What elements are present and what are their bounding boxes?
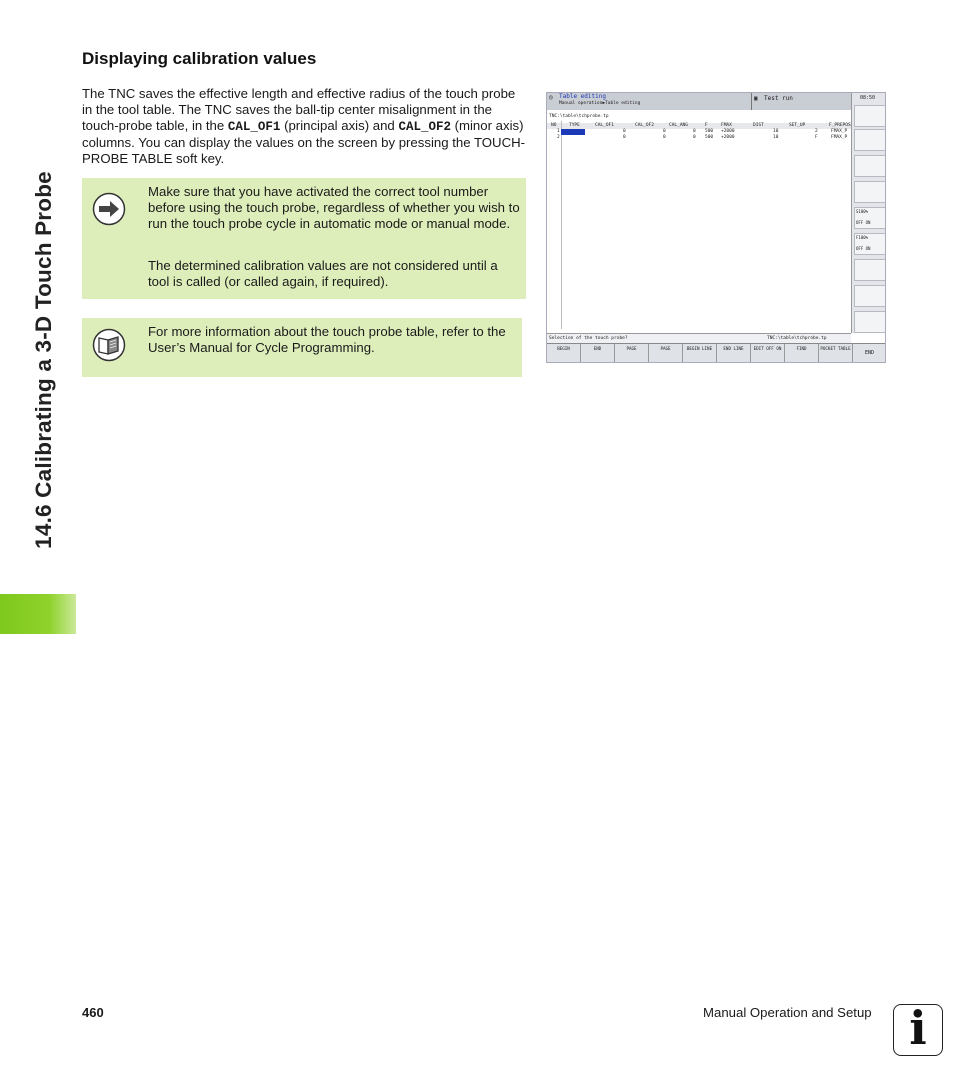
table-cell: +2000 xyxy=(721,135,735,140)
note-text-1: Make sure that you have activated the correct tool number before using the touch probe, regardless of whether you wish to run the touch probe cycle in automatic mode or manual mode. xyxy=(148,184,520,231)
code-cal-of1: CAL_OF1 xyxy=(227,120,281,134)
paragraph-text-3: (minor axis) columns. You can display the values on the screen by pressing the TOUCH-PROBE TABLE soft key. xyxy=(82,118,526,166)
tnc-screenshot xyxy=(546,92,886,363)
table-cell: 0 xyxy=(663,135,666,140)
arrow-right-icon xyxy=(92,192,126,226)
table-header-cell: NO xyxy=(551,123,557,128)
softkey-edit[interactable]: EDIT OFF ON xyxy=(751,344,785,363)
table-cell: FMAX_P xyxy=(831,135,848,140)
softkey-page-down[interactable]: PAGE xyxy=(649,344,683,363)
status-prompt: Selection of the touch probe? xyxy=(549,336,628,341)
table-cell: 1 xyxy=(557,129,560,134)
table-header-cell: F_PREPOS xyxy=(829,123,851,128)
body-paragraph xyxy=(82,86,528,167)
table-cell: 2 xyxy=(815,129,818,134)
table-cell: 2 xyxy=(557,135,560,140)
table-header-cell: DIST xyxy=(753,123,764,128)
screen-clock: 08:50 xyxy=(860,95,876,101)
softkey-begin[interactable]: BEGIN xyxy=(547,344,581,363)
info-glyph: i xyxy=(909,1001,927,1055)
paragraph-text-1: The TNC saves the effective length and effective radius of the touch probe in the tool table. The TNC saves the ball-tip center misalignment in the touch-probe table, in the xyxy=(82,86,516,133)
spindle-toggle-label: OFF ON xyxy=(856,220,871,225)
table-cell: 0 xyxy=(663,129,666,134)
table-row[interactable] xyxy=(547,135,851,141)
table-header-cell: FMAX xyxy=(721,123,732,128)
chapter-tab-marker xyxy=(0,594,76,634)
table-header-cell: CAL_ANG xyxy=(669,123,688,128)
right-softkey-4[interactable] xyxy=(854,181,886,203)
softkey-end-line[interactable]: END LINE xyxy=(717,344,751,363)
softkey-page-up[interactable]: PAGE xyxy=(615,344,649,363)
table-divider xyxy=(561,121,562,329)
info-icon xyxy=(893,1001,943,1056)
screen-right-icon: ▣ xyxy=(754,95,758,102)
note-text-2: The determined calibration values are not considered until a tool is called (or called again, if required). xyxy=(148,258,498,289)
code-cal-of2: CAL_OF2 xyxy=(398,120,451,134)
table-header-cell: CAL_OF1 xyxy=(595,123,614,128)
table-header-cell: F xyxy=(705,123,708,128)
footer-section: Manual Operation and Setup xyxy=(703,1005,872,1020)
note-text-reference: For more information about the touch probe table, refer to the User’s Manual for Cycle Programming. xyxy=(148,324,506,355)
right-softkey-spindle[interactable] xyxy=(854,207,886,229)
clock-icon: ◷ xyxy=(549,94,553,101)
right-softkey-7[interactable] xyxy=(854,259,886,281)
section-heading: Displaying calibration values xyxy=(82,49,317,68)
table-cell: 0 xyxy=(623,129,626,134)
table-cell: +2000 xyxy=(721,129,735,134)
screen-mode-header xyxy=(547,93,751,110)
table-cell: 0 xyxy=(693,135,696,140)
screen-right-softkey-bar xyxy=(851,93,886,333)
note-box-reference xyxy=(82,318,522,377)
softkey-end[interactable]: END xyxy=(581,344,615,363)
right-softkey-2[interactable] xyxy=(854,129,886,151)
table-cell: 0 xyxy=(623,135,626,140)
status-path: TNC:\table\tchprobe.tp xyxy=(767,336,827,341)
feed-override-label: F100% xyxy=(856,235,869,240)
softkey-find[interactable]: FIND xyxy=(785,344,819,363)
spindle-override-label: S100% xyxy=(856,209,869,214)
page-number: 460 xyxy=(82,1005,104,1020)
table-cell: F xyxy=(815,135,818,140)
side-chapter-title xyxy=(26,52,62,668)
table-cursor xyxy=(561,129,585,135)
paragraph-text-2: (principal axis) and xyxy=(280,118,399,133)
softkey-end-exit[interactable]: END xyxy=(853,344,886,363)
screen-mode-sub: Manual operation▶Table editing xyxy=(559,101,641,106)
feed-toggle-label: OFF ON xyxy=(856,246,871,251)
table-cell: 10 xyxy=(773,135,779,140)
screen-path: TNC:\table\tchprobe.tp xyxy=(549,114,609,119)
table-header-cell: CAL_OF2 xyxy=(635,123,654,128)
book-icon xyxy=(92,328,126,362)
screen-softkey-row xyxy=(547,343,886,363)
right-softkey-1[interactable] xyxy=(854,105,886,127)
table-cell: 0 xyxy=(693,129,696,134)
right-softkey-feed[interactable] xyxy=(854,233,886,255)
table-header-cell: SET_UP xyxy=(789,123,806,128)
softkey-pocket-table[interactable]: POCKET TABLE xyxy=(819,344,853,363)
table-cell: FMAX_P xyxy=(831,129,848,134)
right-softkey-3[interactable] xyxy=(854,155,886,177)
table-header-cell: TYPE xyxy=(569,123,580,128)
table-cell: 500 xyxy=(705,135,714,140)
table-cell: 10 xyxy=(773,129,779,134)
note-box-warning xyxy=(82,178,526,299)
right-softkey-8[interactable] xyxy=(854,285,886,307)
right-softkey-9[interactable] xyxy=(854,311,886,333)
table-cell: 500 xyxy=(705,129,714,134)
screen-right-mode xyxy=(751,93,852,110)
side-chapter-title-text: 14.6 Calibrating a 3-D Touch Probe xyxy=(31,171,56,549)
probe-table xyxy=(547,121,851,329)
softkey-begin-line[interactable]: BEGIN LINE xyxy=(683,344,717,363)
screen-mode-title: Table editing xyxy=(559,93,606,100)
screen-right-mode-label: Test run xyxy=(764,95,793,102)
